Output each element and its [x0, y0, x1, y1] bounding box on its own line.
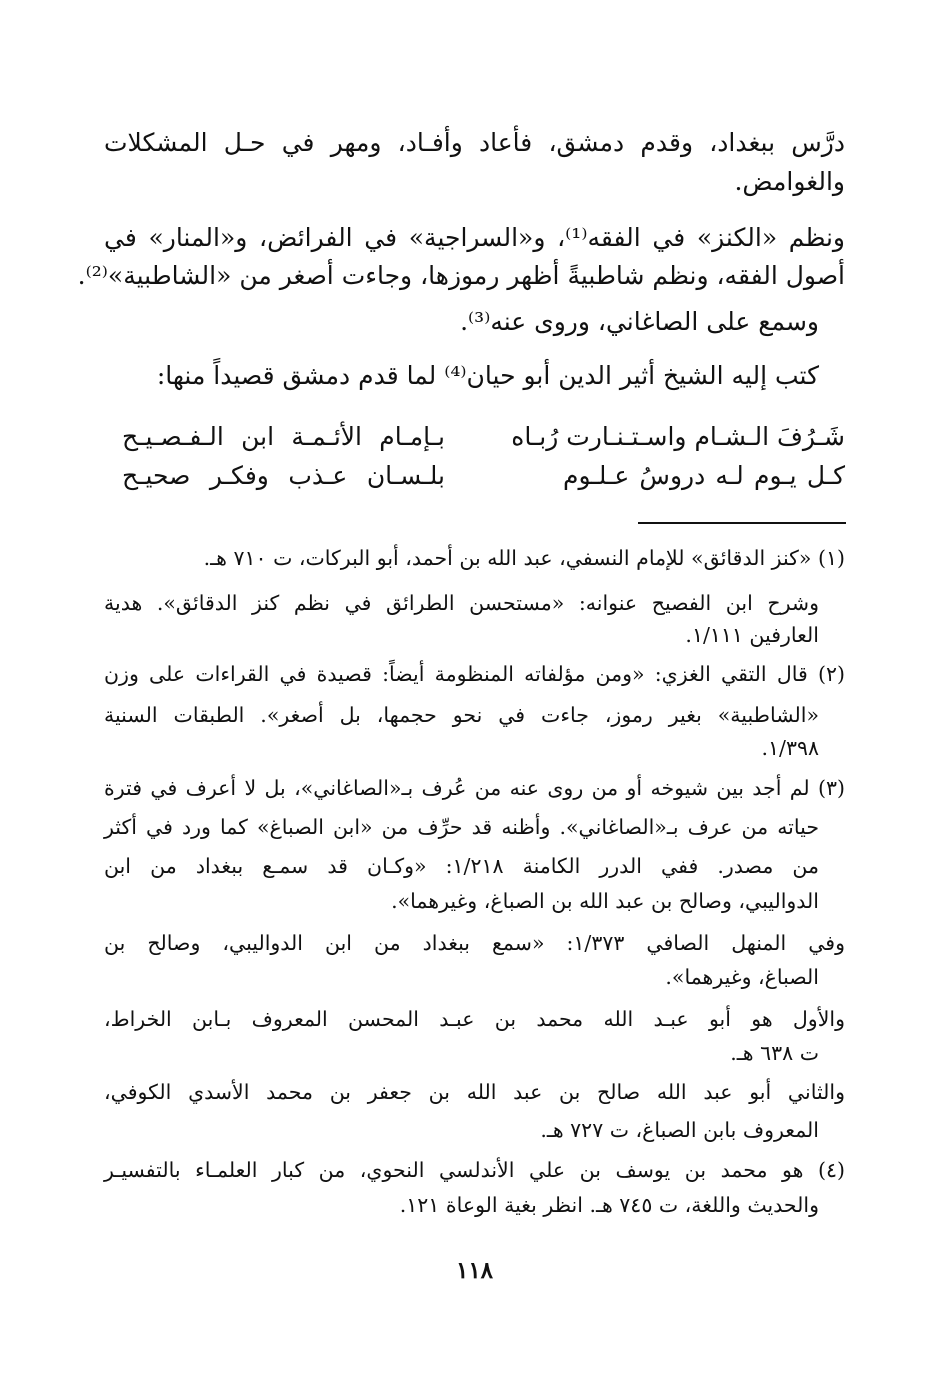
footnote-3-line-7: والأول هو أبو عبـد الله محمد بن عبـد المحسن المعروف بـابن الخراط،: [104, 1007, 845, 1031]
footnote-2-line-1: (٢) قال التقي الغزي: «ومن مؤلفاته المنظومة أيضاً: قصيدة في القراءات على وزن: [104, 662, 845, 686]
footnote-1-line-2: وشرح ابن الفصيح عنوانه: «مستحسن الطرائق في نظم كنز الدقائق». هدية: [104, 591, 819, 615]
body-paragraph-1-line-1: درَّس ببغداد، وقدم دمشق، فأعاد وأفـاد، ومهر في حـل المشكلات: [104, 128, 845, 157]
footnote-3-line-3: من مصدر. ففي الدرر الكامنة ١/٢١٨: «وكـان قد سمـع ببغداد من ابن: [104, 854, 819, 878]
footnote-1-line-1: (١) «كنز الدقائق» للإمام النسفي، عبد الله بن أحمد، أبو البركات، ت ٧١٠ هـ.: [203, 546, 845, 570]
footnote-3-line-4: الدواليبي، وصالح بن عبد الله بن الصباغ، وغيرهما».: [391, 889, 819, 913]
body-paragraph-3-line-1: وسمع على الصاغاني، وروى عنه⁽³⁾.: [460, 307, 819, 336]
footnote-separator: [638, 522, 846, 524]
footnote-3-line-5: وفي المنهل الصافي ١/٣٧٣: «سمع ببغداد من ابن الدواليبي، وصالح بن: [104, 931, 845, 955]
footnote-3-line-6: الصباغ، وغيرهما».: [665, 965, 819, 989]
verse-2-second-hemistich: بلـسـان عـذب وفكـر صحيـح: [122, 461, 445, 490]
body-paragraph-4-line-1: كتب إليه الشيخ أثير الدين أبو حيان⁽⁴⁾ لما قدم دمشق قصيداً منها:: [156, 361, 819, 390]
verse-1-second-hemistich: بـإمـام الأئـمـة ابن الـفـصـيـح: [122, 422, 445, 451]
footnote-2-line-3: ١/٣٩٨.: [761, 736, 819, 760]
footnote-3-line-8: ت ٦٣٨ هـ.: [730, 1041, 819, 1065]
footnote-3-line-2: حياته من عرف بـ«الصاغاني». وأظنه قد حرِّف من «ابن الصباغ» كما ورد في أكثر: [104, 815, 819, 839]
verse-1-first-hemistich: شَـرُفَ الـشـام واسـتـنـارت رُبـاه: [511, 422, 845, 451]
page-number: ١١٨: [455, 1257, 494, 1284]
footnote-1-line-3: العارفين ١/١١١.: [685, 623, 819, 647]
body-paragraph-1-line-2: والغوامض.: [734, 167, 845, 196]
footnote-3-line-10: المعروف بابن الصباغ، ت ٧٢٧ هـ.: [540, 1118, 819, 1142]
body-paragraph-2-line-2: أصول الفقه، ونظم شاطبيةً أظهر رموزها، وجاءت أصغر من «الشاطبية»⁽²⁾.: [77, 261, 845, 290]
footnote-4-line-1: (٤) هو محمد بن يوسف بن علي الأندلسي النحوي، من كبار العلمـاء بالتفسيـر: [104, 1158, 845, 1182]
footnote-2-line-2: «الشاطبية» بغير رموز، جاءت في نحو حجمها، بل أصغر». الطبقات السنية: [104, 703, 819, 727]
footnote-3-line-9: والثاني أبو عبد الله صالح بن عبد الله بن جعفر بن محمد الأسدي الكوفي،: [104, 1080, 845, 1104]
footnote-3-line-1: (٣) لم أجد بين شيوخه أو من روى عنه من عُرف بـ«الصاغاني»، بل لا أعرف في فترة: [104, 776, 845, 800]
footnote-4-line-2: والحديث واللغة، ت ٧٤٥ هـ. انظر بغية الوعاة ١٢١.: [399, 1193, 819, 1217]
verse-2-first-hemistich: كـل يـوم لـه دروسُ عـلـوم: [563, 461, 845, 490]
body-paragraph-2-line-1: ونظم «الكنز» في الفقه⁽¹⁾، و«السراجية» في الفرائض، و«المنار» في: [104, 223, 845, 252]
